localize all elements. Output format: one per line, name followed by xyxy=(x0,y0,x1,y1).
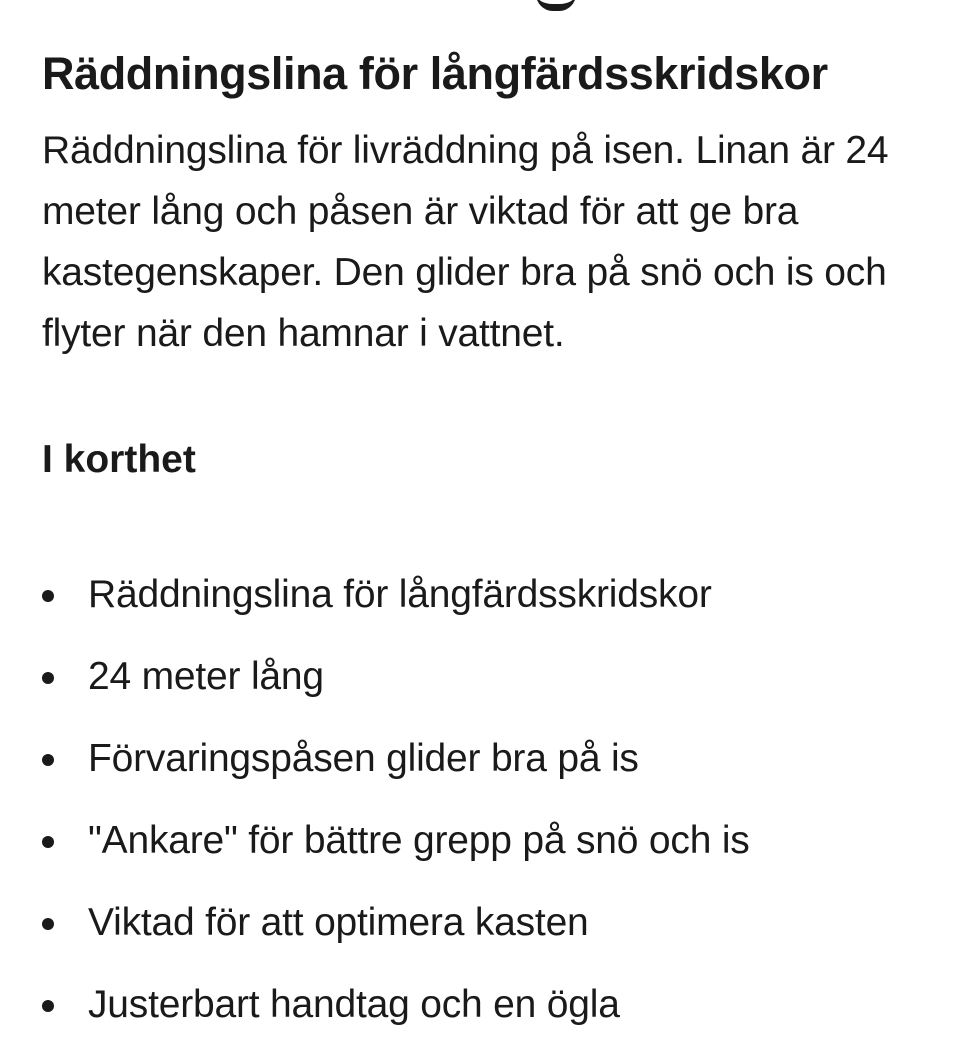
bullet-icon xyxy=(42,836,54,848)
product-title: Räddningslina för långfärdsskridskor xyxy=(42,48,828,99)
list-item xyxy=(42,636,922,718)
list-item-label: Justerbart handtag och en ögla xyxy=(88,983,620,1026)
bullet-icon xyxy=(42,1000,54,1012)
bullet-icon xyxy=(42,754,54,766)
list-item-label: Räddningslina för långfärdsskridskor xyxy=(88,573,712,616)
product-description: Räddningslina för livräddning på isen. Linan är 24 meter lång och påsen är viktad för att ge bra kastegenskaper. Den glider bra på snö och is och flyter när den hamnar i vattnet. xyxy=(42,129,889,355)
list-item-label: 24 meter lång xyxy=(88,655,324,698)
feature-list xyxy=(42,554,922,1046)
list-item-label: Förvaringspåsen glider bra på is xyxy=(88,737,639,780)
list-item-label: "Ankare" för bättre grepp på snö och is xyxy=(88,819,750,862)
list-item xyxy=(42,964,922,1046)
list-item-label: Viktad för att optimera kasten xyxy=(88,901,589,944)
list-item xyxy=(42,718,922,800)
list-item xyxy=(42,882,922,964)
bullet-icon xyxy=(42,590,54,602)
bullet-icon xyxy=(42,672,54,684)
list-item xyxy=(42,800,922,882)
bullet-icon xyxy=(42,918,54,930)
summary-heading: I korthet xyxy=(42,438,196,481)
list-item xyxy=(42,554,922,636)
product-info xyxy=(42,38,922,1046)
cropped-glyph-fragment xyxy=(536,0,576,11)
